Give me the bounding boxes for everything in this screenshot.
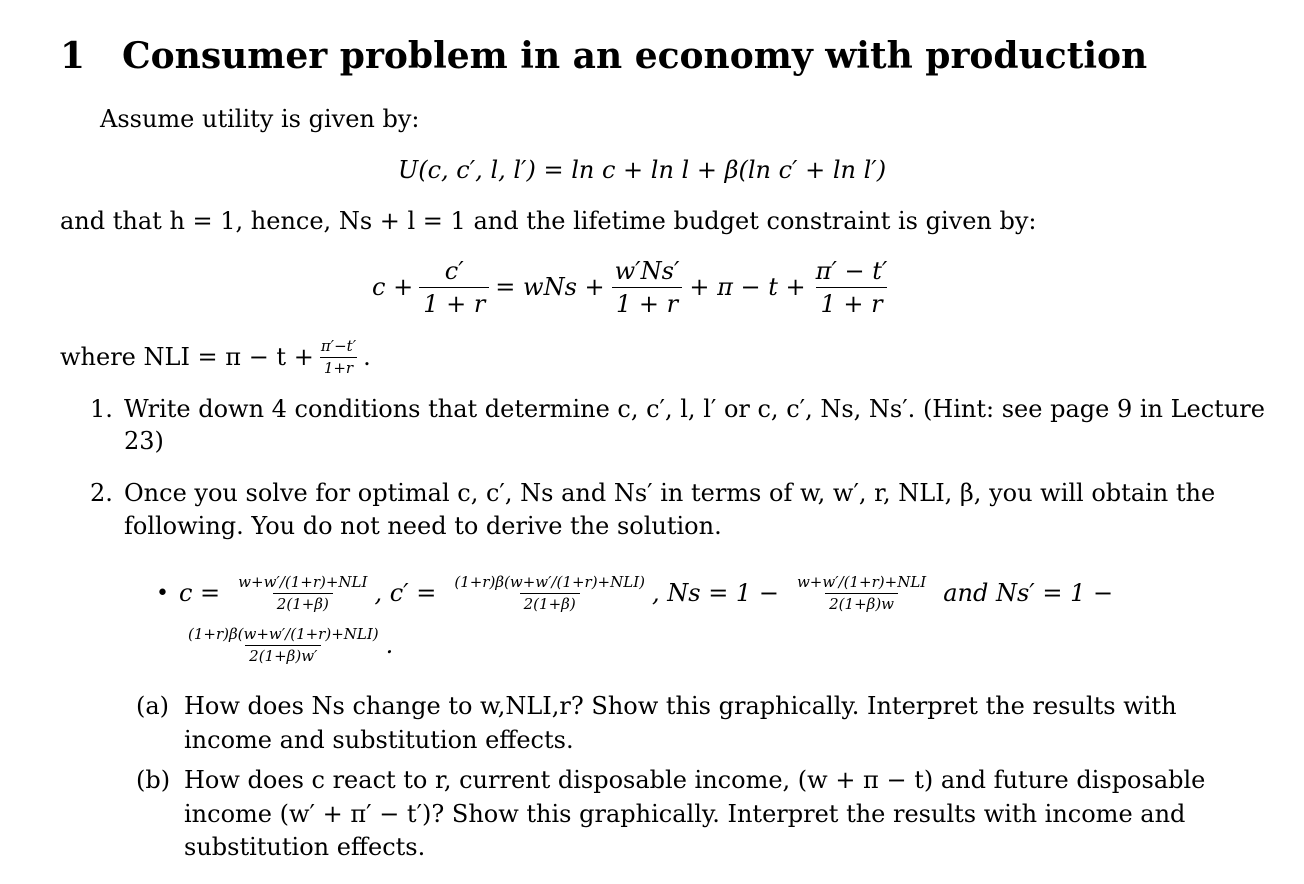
budget-mid-2: + π − t + xyxy=(689,273,806,301)
budget-frac-2 xyxy=(611,257,684,318)
nli-frac-den: 1+r xyxy=(320,357,357,377)
item-2-number: 2. xyxy=(90,479,113,507)
nli-frac xyxy=(317,338,360,377)
solution-c-lhs: c = xyxy=(178,579,221,607)
utility-equation: U(c, c′, l, l′) = ln c + ln l + β(ln c′ + ln l′) xyxy=(398,156,887,184)
budget-frac-2-den: 1 + r xyxy=(612,287,682,318)
subitem-b-line-1: How does c react to r, current disposable income, (w + π − t) and future disposable xyxy=(184,766,1206,794)
solution-line-2 xyxy=(184,620,393,670)
solution-nsp-den: 2(1+β)w′ xyxy=(245,645,321,665)
item-1-number: 1. xyxy=(90,395,113,423)
solution-ns-frac xyxy=(793,574,930,613)
solution-end: . xyxy=(385,631,394,659)
subitem-a-line-1: How does Ns change to w,NLI,r? Show this graphically. Interpret the results with xyxy=(184,692,1177,720)
solution-nsp-frac xyxy=(184,626,383,665)
nli-prefix: where NLI = π − t + xyxy=(60,343,314,371)
budget-lhs-c: c + xyxy=(372,273,414,301)
solution-cp-lhs: , c′ = xyxy=(374,579,437,607)
solution-ns-lhs: , Ns = 1 − xyxy=(651,579,779,607)
budget-frac-3-num: π′ − t′ xyxy=(815,256,888,285)
nli-suffix: . xyxy=(363,343,371,371)
solution-c-num: w+w′/(1+r)+NLI xyxy=(238,572,368,591)
budget-frac-1-num: c′ xyxy=(444,256,464,285)
nli-definition xyxy=(60,338,371,376)
budget-frac-1 xyxy=(419,257,489,318)
budget-equation xyxy=(372,254,897,320)
item-1-line-1: Write down 4 conditions that determine c, c′, l, l′ or c, c′, Ns, Ns′. (Hint: see page 9 in Lecture xyxy=(124,395,1265,423)
solution-c-den: 2(1+β) xyxy=(273,593,333,613)
solution-cp-den: 2(1+β) xyxy=(520,593,580,613)
solution-ns-den: 2(1+β)w xyxy=(825,593,898,613)
budget-mid: = wNs + xyxy=(495,273,605,301)
section-number: 1 xyxy=(60,35,86,77)
solution-bullet: • xyxy=(156,580,169,606)
solution-nsp-lhs: and Ns′ = 1 − xyxy=(943,579,1114,607)
nli-frac-num: π′−t′ xyxy=(320,336,357,355)
budget-intro-text: and that h = 1, hence, Ns + l = 1 and the lifetime budget constraint is given by: xyxy=(60,207,1037,235)
budget-frac-1-den: 1 + r xyxy=(419,287,489,318)
budget-frac-2-num: w′Ns′ xyxy=(614,256,680,285)
solution-cp-num: (1+r)β(w+w′/(1+r)+NLI) xyxy=(454,572,645,591)
subitem-a-line-2: income and substitution effects. xyxy=(184,726,574,754)
section-title: Consumer problem in an economy with production xyxy=(122,35,1148,77)
solution-ns-num: w+w′/(1+r)+NLI xyxy=(796,572,927,591)
intro-text: Assume utility is given by: xyxy=(100,105,420,133)
item-2-line-2: following. You do not need to derive the solution. xyxy=(124,512,722,540)
subitem-b-line-3: substitution effects. xyxy=(184,833,426,861)
subitem-a-label: (a) xyxy=(136,692,170,720)
solution-c-frac xyxy=(234,574,371,613)
item-2-line-1: Once you solve for optimal c, c′, Ns and Ns′ in terms of w, w′, r, NLI, β, you will obtain the xyxy=(124,479,1216,507)
budget-frac-3-den: 1 + r xyxy=(816,287,886,318)
item-1-line-2: 23) xyxy=(124,427,164,455)
solution-line-1 xyxy=(156,564,1113,622)
budget-frac-3 xyxy=(812,257,892,318)
subitem-b-line-2: income (w′ + π′ − t′)? Show this graphically. Interpret the results with income and xyxy=(184,800,1186,828)
solution-nsp-num: (1+r)β(w+w′/(1+r)+NLI) xyxy=(188,624,379,643)
subitem-b-label: (b) xyxy=(136,766,171,794)
solution-cp-frac xyxy=(450,574,649,613)
